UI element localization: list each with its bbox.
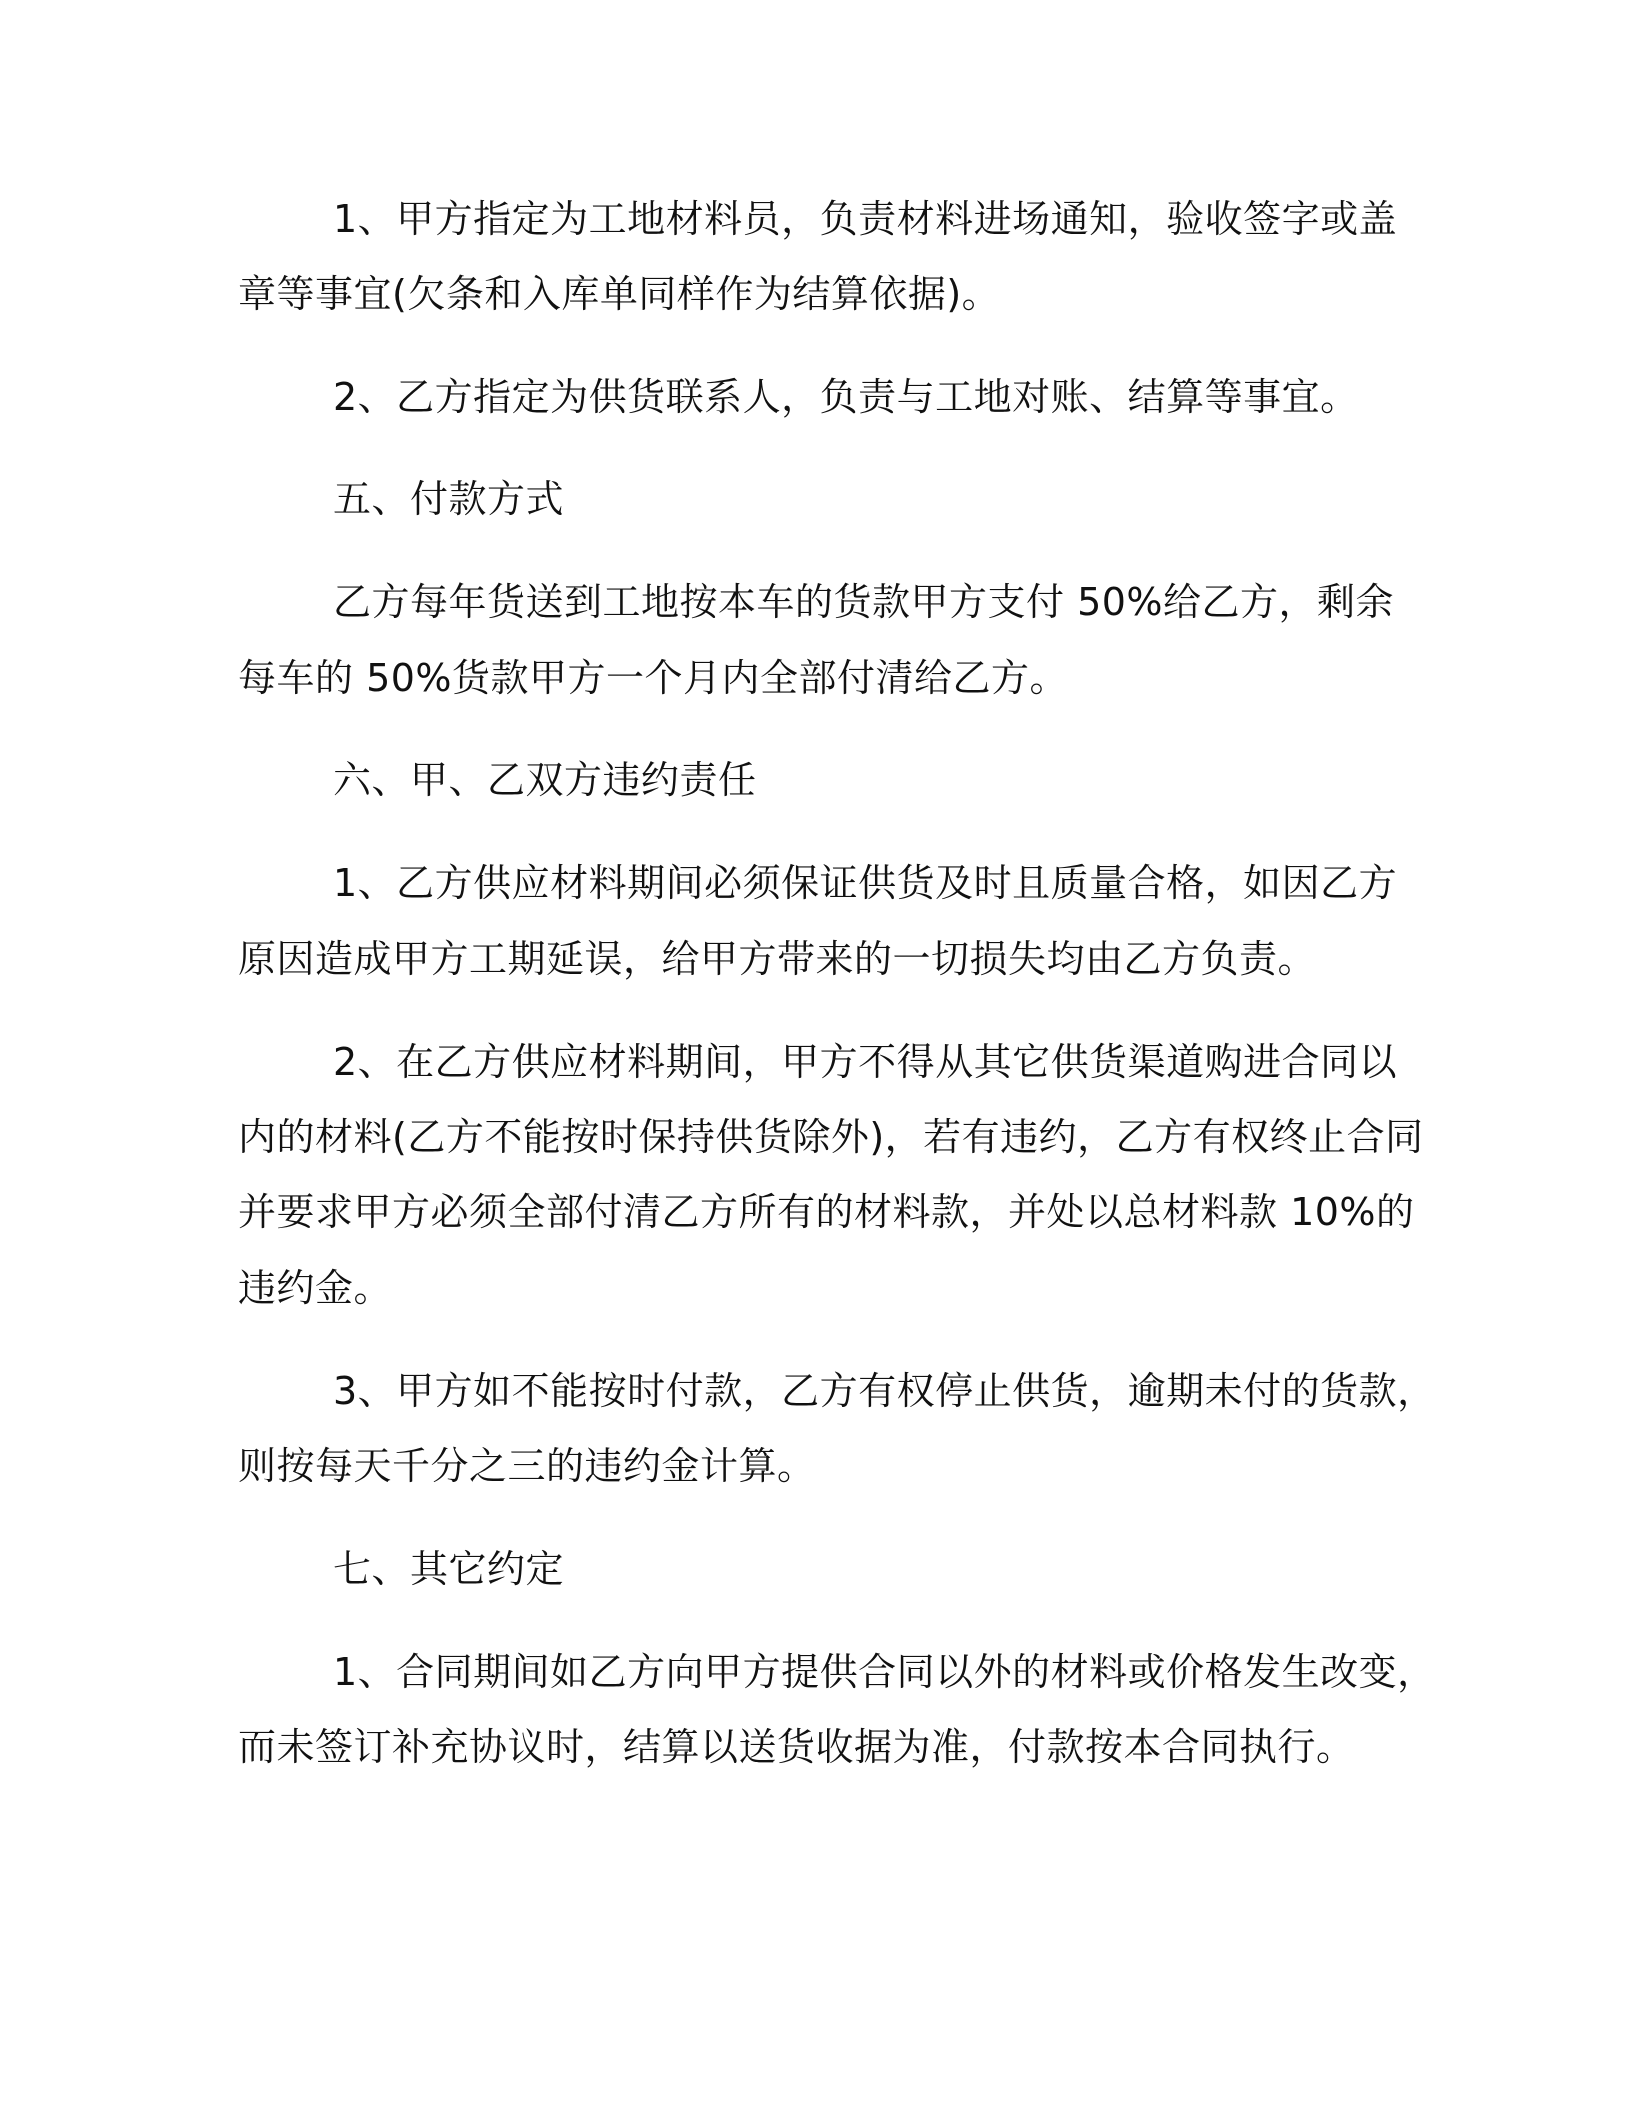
clause-6-1-line-1: 1、乙方供应材料期间必须保证供货及时且质量合格，如因乙方: [333, 861, 1398, 905]
clause-6-2-line-4: 违约金。: [238, 1266, 393, 1310]
payment-line-1: 乙方每年货送到工地按本车的货款甲方支付 50%给乙方，剩余: [333, 580, 1395, 624]
clause-6-1-line-2: 原因造成甲方工期延误，给甲方带来的一切损失均由乙方负责。: [238, 937, 1317, 981]
clause-4-1-line-1: 1、甲方指定为工地材料员，负责材料进场通知，验收签字或盖: [333, 197, 1398, 241]
section-heading-7: 七、其它约定: [333, 1547, 565, 1591]
clause-4-1-line-2: 章等事宜(欠条和入库单同样作为结算依据)。: [238, 272, 1001, 316]
clause-7-1-line-2: 而未签订补充协议时，结算以送货收据为准，付款按本合同执行。: [238, 1725, 1355, 1769]
clause-6-3-line-2: 则按每天千分之三的违约金计算。: [238, 1444, 816, 1488]
clause-6-2-line-1: 2、在乙方供应材料期间，甲方不得从其它供货渠道购进合同以: [333, 1040, 1398, 1084]
clause-4-2-line-1: 2、乙方指定为供货联系人，负责与工地对账、结算等事宜。: [333, 375, 1359, 419]
clause-6-3-line-1: 3、甲方如不能按时付款，乙方有权停止供货，逾期未付的货款，: [333, 1369, 1436, 1413]
payment-line-2: 每车的 50%货款甲方一个月内全部付清给乙方。: [238, 656, 1069, 700]
section-heading-6: 六、甲、乙双方违约责任: [333, 758, 757, 802]
section-heading-5: 五、付款方式: [333, 477, 565, 521]
clause-7-1-line-1: 1、合同期间如乙方向甲方提供合同以外的材料或价格发生改变，: [333, 1650, 1436, 1694]
clause-6-2-line-2: 内的材料(乙方不能按时保持供货除外)，若有违约，乙方有权终止合同: [238, 1115, 1424, 1159]
clause-6-2-line-3: 并要求甲方必须全部付清乙方所有的材料款，并处以总材料款 10%的: [238, 1190, 1415, 1234]
